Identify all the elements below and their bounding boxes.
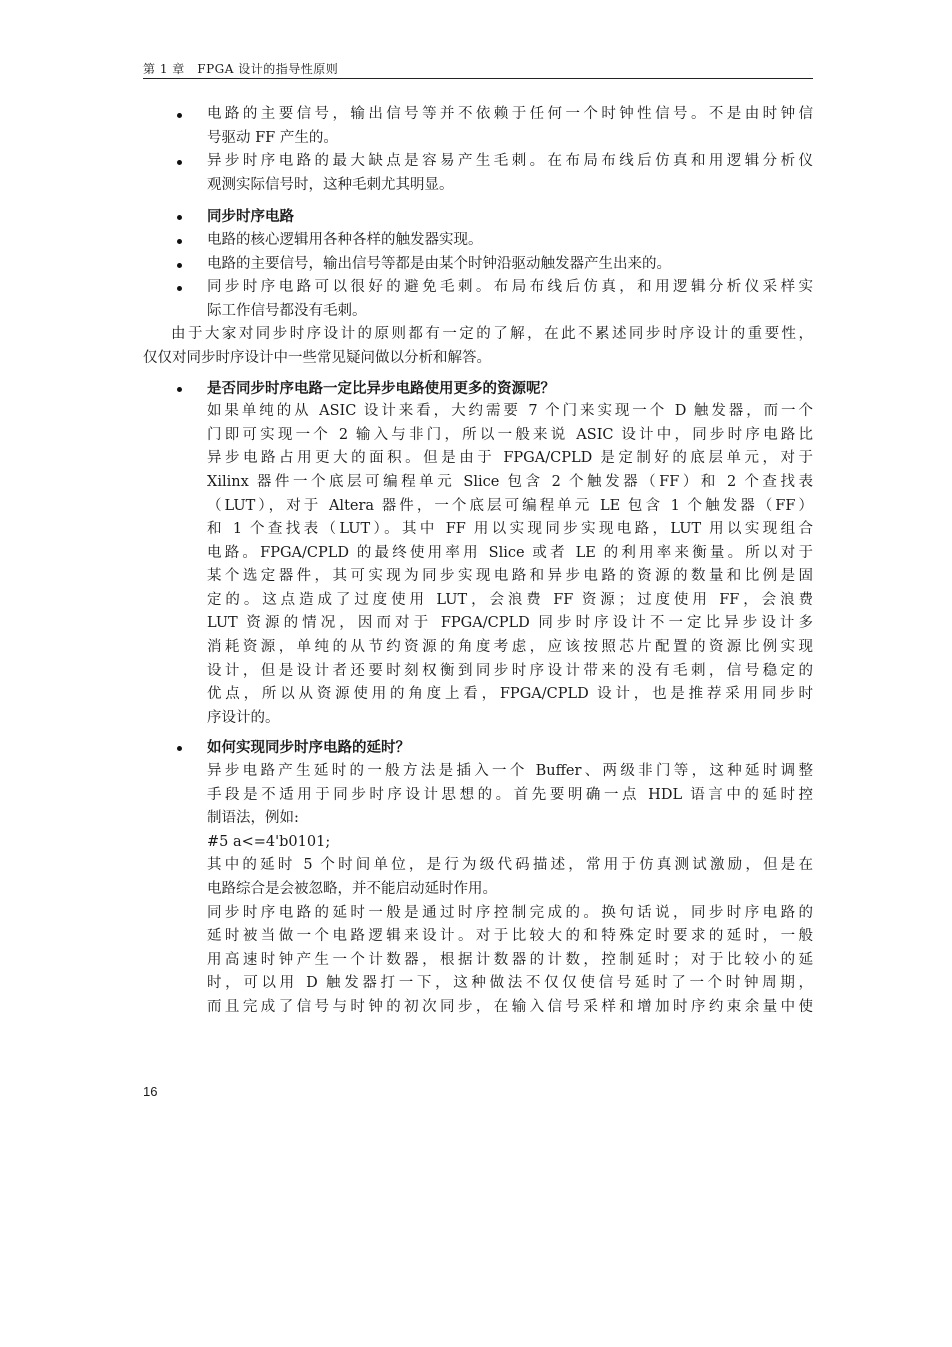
main-content [143,103,813,1020]
running-header: 第 1 章 FPGA 设计的指导性原则 [143,60,813,79]
question-resources [143,377,813,731]
question-heading: 如何实现同步时序电路的延时？ [207,739,410,757]
intro-paragraph: 由于大家对同步时序设计的原则都有一定的了解，在此不累述同步时序设计的重要性， 仅仅对同步时序设计中一些常见疑问做以分析和解答。 [143,326,813,366]
list-item: 同步时序电路可以很好的避免毛刺。布局布线后仿真，和用逻辑分析仪采样实 际工作信号都没有毛刺。 [143,276,813,323]
page-number: 16 [143,1084,158,1099]
sync-heading: 同步时序电路 [143,205,813,229]
list-item: 异步时序电路的最大缺点是容易产生毛刺。在布局布线后仿真和用逻辑分析仪 观测实际信号时，这种毛刺尤其明显。 [143,150,813,197]
qa-list [143,377,813,1020]
sync-bullet-list [143,205,813,323]
answer-paragraph: 如果单纯的从 ASIC 设计来看，大约需要 7 个门来实现一个 D 触发器，而一个 门即可实现一个 2 输入与非门，所以一般来说 ASIC 设计中，同步时序电路比 异步电路占用更大的面积。但是由于 FPGA/CPLD 是定制好的底层单元，对于 Xilinx 器件一个底层可编程单元 Slice 包含 2 个触发器（FF）和 2 个查找表 （LUT），对于 Altera 器件，一个底层可编程单元 LE 包含 1 个触发器（FF） 和 1 个查找表（LUT）。其中 FF 用以实现同步实现电路，LUT 用以实现组合 电路。FPGA/CPLD 的最终使用率用 Slice 或者 LE 的利用率来衡量。所以对于 某个选定器件，其可实现为同步实现电路和异步电路的资源的数量和比例是固 定的。这点造成了过度使用 LUT，会浪费 FF 资源；过度使用 FF，会浪费 LUT 资源的情况，因而对于 FPGA/CPLD 同步时序设计不一定比异步设计多 消耗资源，单纯的从节约资源的角度考虑，应该按照芯片配置的资源比例实现 设计，但是设计者还要时刻权衡到同步时序设计带来的没有毛刺，信号稳定的 优点，所以从资源使用的角度上看，FPGA/CPLD 设计，也是推荐采用同步时 序设计的。 [207,403,813,726]
list-item: 电路的主要信号，输出信号等并不依赖于任何一个时钟性信号。不是由时钟信 号驱动 FF 产生的。 [143,103,813,150]
list-item: 电路的核心逻辑用各种各样的触发器实现。 [143,229,813,253]
list-item: 电路的主要信号，输出信号等都是由某个时钟沿驱动触发器产生出来的。 [143,253,813,277]
question-heading: 是否同步时序电路一定比异步电路使用更多的资源呢？ [207,379,555,397]
async-bullet-list [143,103,813,197]
question-delay [143,736,813,1019]
code-sample: #5 a<=4'b0101; [207,833,331,850]
answer-paragraph: 异步电路产生延时的一般方法是插入一个 Buffer、两级非门等，这种延时调整 手段是不适用于同步时序设计思想的。首先要明确一点 HDL 语言中的延时控 制语法，例如: #5 a<=4'b0101; 其中的延时 5 个时间单位，是行为级代码描述，常用于仿真测试激励，但是在 电路综合是会被忽略，并不能启动延时作用。 同步时序电路的延时一般是通过时序控制完成的。换句话说，同步时序电路的 延时被当做一个电路逻辑来设计。对于比较大的和特殊定时要求的延时，一般 用高速时钟产生一个计数器，根据计数器的计数，控制延时；对于比较小的延 时，可以用 D 触发器打一下，这种做法不仅仅使信号延时了一个时钟周期， 而且完成了信号与时钟的初次同步，在输入信号采样和增加时序约束余量中使 [207,763,813,1015]
